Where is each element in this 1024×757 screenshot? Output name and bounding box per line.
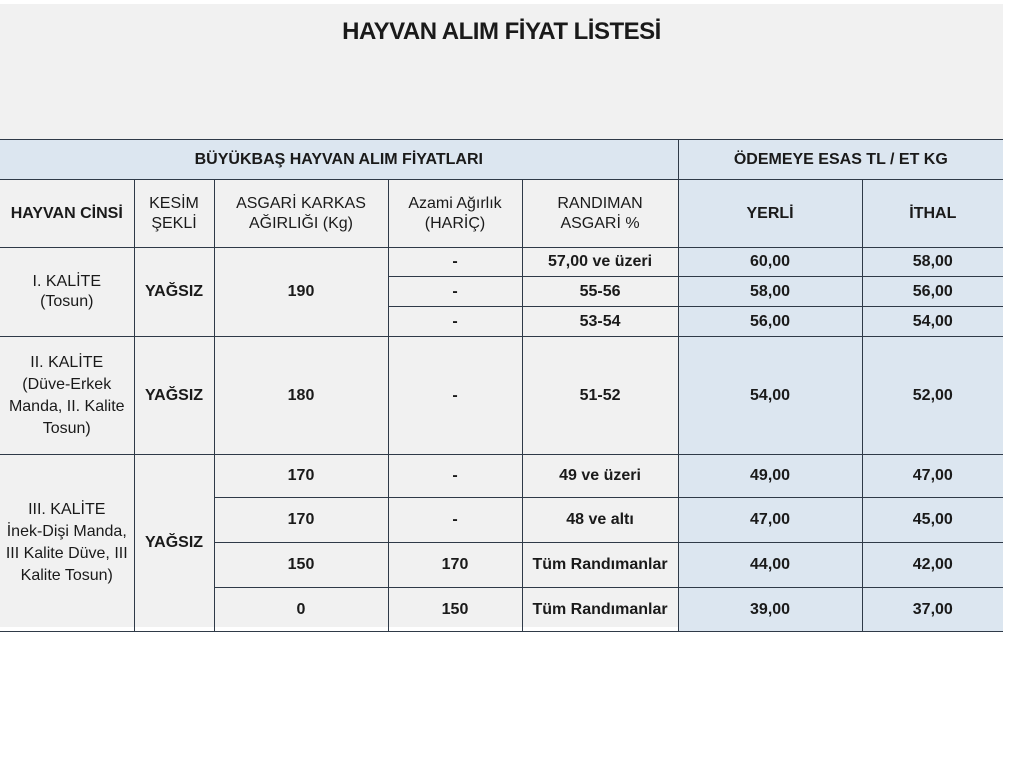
row-ithal: 42,00	[862, 543, 1003, 588]
row-randiman: 57,00 ve üzeri	[522, 248, 678, 277]
price-list-sheet	[0, 4, 1003, 627]
col-header-ithal: İTHAL	[862, 180, 1003, 248]
table-row	[0, 248, 1003, 277]
group-1-karkas: 190	[214, 248, 388, 337]
table-row	[0, 337, 1003, 455]
row-ithal: 58,00	[862, 248, 1003, 277]
row-randiman: 48 ve altı	[522, 498, 678, 543]
row-randiman: 49 ve üzeri	[522, 455, 678, 498]
row-randiman: Tüm Randımanlar	[522, 588, 678, 632]
row-yerli: 49,00	[678, 455, 862, 498]
price-table	[0, 139, 1003, 632]
row-yerli: 60,00	[678, 248, 862, 277]
right-group-header: ÖDEMEYE ESAS TL / ET KG	[678, 140, 1003, 180]
row-azami: 150	[388, 588, 522, 632]
col-header-karkas: ASGARİ KARKAS AĞIRLIĞI (Kg)	[214, 180, 388, 248]
row-yerli: 44,00	[678, 543, 862, 588]
table-row	[0, 455, 1003, 498]
col-header-kesim: KESİM ŞEKLİ	[134, 180, 214, 248]
group-2-name-cell: II. KALİTE (Düve-Erkek Manda, II. Kalite Tosun)	[0, 337, 134, 455]
row-randiman: 51-52	[522, 337, 678, 455]
row-yerli: 56,00	[678, 307, 862, 337]
row-ithal: 56,00	[862, 277, 1003, 307]
row-azami: -	[388, 307, 522, 337]
col-header-yerli: YERLİ	[678, 180, 862, 248]
group-2-kesim: YAĞSIZ	[134, 337, 214, 455]
group-1-kesim: YAĞSIZ	[134, 248, 214, 337]
row-ithal: 45,00	[862, 498, 1003, 543]
row-azami: -	[388, 498, 522, 543]
row-azami: -	[388, 337, 522, 455]
row-randiman: 53-54	[522, 307, 678, 337]
col-header-randiman: RANDIMAN ASGARİ %	[522, 180, 678, 248]
row-karkas: 180	[214, 337, 388, 455]
row-azami: -	[388, 277, 522, 307]
table-column-header-row	[0, 180, 1003, 248]
row-azami: -	[388, 455, 522, 498]
row-azami: 170	[388, 543, 522, 588]
row-karkas: 0	[214, 588, 388, 632]
row-randiman: 55-56	[522, 277, 678, 307]
col-header-hayvan: HAYVAN CİNSİ	[0, 180, 134, 248]
row-ithal: 37,00	[862, 588, 1003, 632]
row-yerli: 54,00	[678, 337, 862, 455]
row-ithal: 54,00	[862, 307, 1003, 337]
table-group-header-row	[0, 140, 1003, 180]
row-ithal: 52,00	[862, 337, 1003, 455]
row-yerli: 47,00	[678, 498, 862, 543]
row-karkas: 170	[214, 498, 388, 543]
col-header-azami: Azami Ağırlık (HARİÇ)	[388, 180, 522, 248]
row-karkas: 170	[214, 455, 388, 498]
page-title: HAYVAN ALIM FİYAT LİSTESİ	[342, 18, 661, 45]
left-group-header: BÜYÜKBAŞ HAYVAN ALIM FİYATLARI	[0, 140, 678, 180]
row-ithal: 47,00	[862, 455, 1003, 498]
group-3-kesim: YAĞSIZ	[134, 455, 214, 632]
row-karkas: 150	[214, 543, 388, 588]
row-azami: -	[388, 248, 522, 277]
row-yerli: 58,00	[678, 277, 862, 307]
group-3-name-cell: III. KALİTE İnek-Dişi Manda, III Kalite Düve, III Kalite Tosun)	[0, 455, 134, 632]
row-randiman: Tüm Randımanlar	[522, 543, 678, 588]
row-yerli: 39,00	[678, 588, 862, 632]
group-1-name-cell: I. KALİTE (Tosun)	[0, 248, 134, 337]
